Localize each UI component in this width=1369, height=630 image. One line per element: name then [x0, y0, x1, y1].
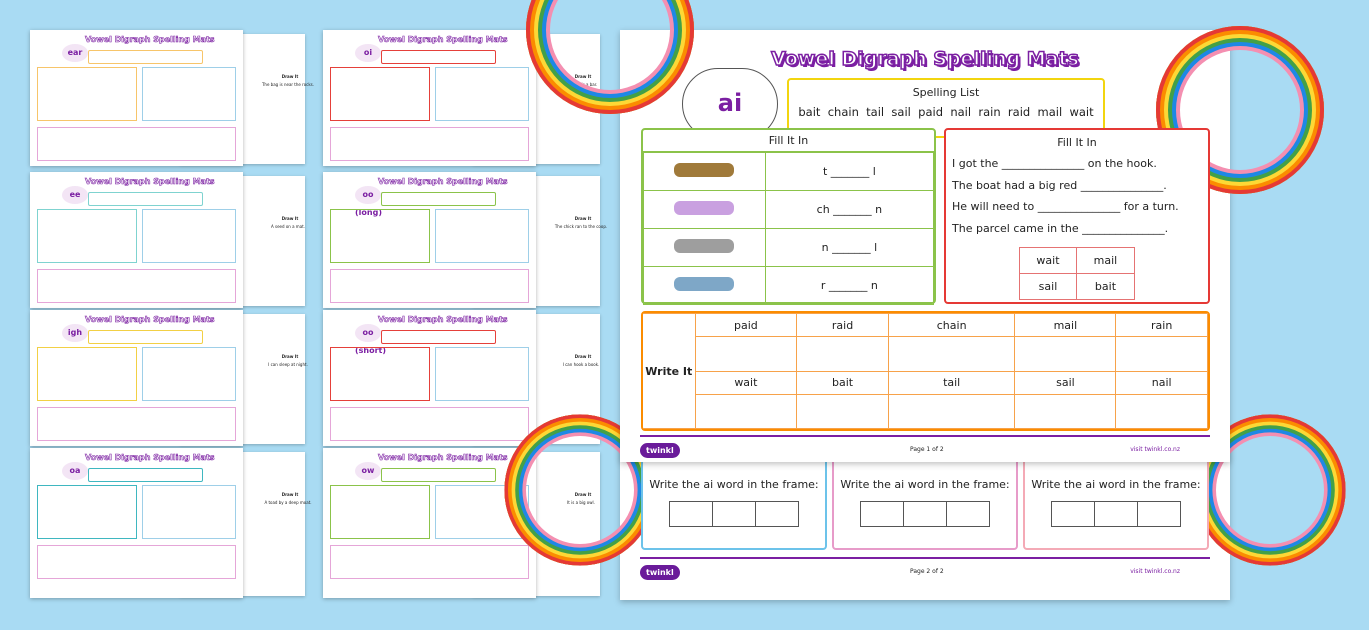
- digraph-label: ear: [62, 44, 88, 62]
- thumbnail-title: Vowel Digraph Spelling Mats: [378, 177, 508, 186]
- fill-it-in: [142, 209, 236, 263]
- write-it: [37, 269, 236, 303]
- write-word: tail: [888, 371, 1015, 394]
- draw-heading: Draw It: [574, 492, 592, 497]
- tail-picture-icon: [644, 153, 766, 191]
- fill-sentence[interactable]: I got the _______________ on the hook.: [952, 157, 1157, 170]
- write-word: mail: [1015, 314, 1116, 337]
- fill-heading: Fill It In: [1057, 136, 1097, 149]
- worksheet-page-1: [620, 30, 1230, 462]
- fill-row: [644, 191, 934, 229]
- write-cell[interactable]: [1116, 394, 1208, 429]
- thumbnail-title: Vowel Digraph Spelling Mats: [85, 315, 215, 324]
- fill-it-in-sentences: [944, 128, 1210, 304]
- fill-row: [644, 153, 934, 191]
- write-cell[interactable]: [797, 394, 889, 429]
- draw-heading: Draw It: [574, 354, 592, 359]
- footer: [640, 435, 1210, 459]
- write-word: chain: [888, 314, 1015, 337]
- draw-sentence: The chick ran to the coop.: [554, 224, 608, 229]
- thumbnail-title: Vowel Digraph Spelling Mats: [378, 315, 508, 324]
- word-bank-item: sail: [1020, 274, 1077, 300]
- spelling-list: [88, 50, 203, 64]
- worksheet-page-2: [620, 440, 1230, 600]
- spelling-list-heading: Spelling List: [912, 86, 980, 99]
- write-word: wait: [695, 371, 797, 394]
- letter-frame[interactable]: [860, 501, 990, 527]
- chain-picture-icon: [644, 191, 766, 229]
- letter-frame[interactable]: [1051, 501, 1181, 527]
- write-cell[interactable]: [888, 394, 1015, 429]
- thumbnail-page[interactable]: [323, 172, 536, 308]
- frame-box: [1023, 458, 1209, 550]
- draw-sentence: It is a big owl.: [567, 500, 595, 505]
- draw-sentence: I can sleep at night.: [268, 362, 308, 367]
- write-word: nail: [1116, 371, 1208, 394]
- write-it: [330, 127, 529, 161]
- digraph-label: oi: [355, 44, 381, 62]
- frame-prompt: Write the ai word in the frame:: [649, 478, 819, 491]
- spelling-list-words: bait chain tail sail paid nail rain raid mail wait: [798, 105, 1094, 119]
- footer: [640, 557, 1210, 581]
- twinkl-logo: twinkl: [640, 443, 680, 458]
- fill-sentence[interactable]: The parcel came in the _______________.: [952, 221, 1169, 235]
- write-it: [37, 127, 236, 161]
- write-it: [330, 269, 529, 303]
- fill-heading: Fill It In: [643, 130, 934, 152]
- spelling-list: [88, 192, 203, 206]
- word-bank-item: mail: [1076, 248, 1134, 274]
- fill-row: [644, 229, 934, 267]
- word-bank: [1019, 247, 1135, 300]
- fill-sentence[interactable]: The boat had a big red _______________.: [952, 178, 1167, 192]
- write-word: bait: [797, 371, 889, 394]
- spelling-list: [381, 50, 496, 64]
- nail-picture-icon: [644, 229, 766, 267]
- fill-row: [644, 267, 934, 305]
- write-cell[interactable]: [695, 337, 797, 372]
- digraph-label: oa: [62, 462, 88, 480]
- fill-it-in: [37, 485, 137, 539]
- thumbnail-title: Vowel Digraph Spelling Mats: [378, 453, 508, 462]
- digraph-label: ow: [355, 462, 381, 480]
- fill-it-in: [37, 67, 137, 121]
- fill-prompt[interactable]: ch _______ n: [765, 191, 933, 229]
- fill-it-in: [330, 485, 430, 539]
- draw-heading: Draw It: [281, 216, 299, 221]
- thumbnail-title: Vowel Digraph Spelling Mats: [85, 177, 215, 186]
- spelling-list: [88, 468, 203, 482]
- fill-it-in: [330, 347, 430, 401]
- digraph-label: igh: [62, 324, 88, 342]
- write-it-table: [641, 311, 1210, 431]
- letter-frame[interactable]: [669, 501, 799, 527]
- write-word: rain: [1116, 314, 1208, 337]
- frame-box: [641, 458, 827, 550]
- thumbnail-page[interactable]: [30, 448, 243, 598]
- draw-sentence: The bag is near the rocks.: [261, 82, 315, 87]
- draw-sentence: I can hook a book.: [562, 362, 600, 367]
- site-link[interactable]: visit twinkl.co.nz: [1130, 446, 1180, 453]
- write-cell[interactable]: [695, 394, 797, 429]
- page-number: Page 2 of 2: [910, 568, 944, 575]
- write-it-label: Write It: [643, 314, 695, 429]
- site-link[interactable]: visit twinkl.co.nz: [1130, 568, 1180, 575]
- draw-heading: Draw It: [574, 216, 592, 221]
- fill-it-in: [142, 485, 236, 539]
- fill-it-in: [37, 209, 137, 263]
- fill-prompt[interactable]: t _______ l: [765, 153, 933, 191]
- draw-sentence: This foil is a bar.: [564, 82, 598, 87]
- spelling-list: [88, 330, 203, 344]
- write-cell[interactable]: [1015, 394, 1116, 429]
- fill-prompt[interactable]: r _______ n: [765, 267, 933, 305]
- write-cell[interactable]: [1015, 337, 1116, 372]
- write-it: [37, 545, 236, 579]
- fill-it-in: [142, 67, 236, 121]
- digraph-label: oo (short): [355, 324, 381, 342]
- draw-sentence: A toad by a deep moat.: [264, 500, 312, 505]
- thumbnail-title: Vowel Digraph Spelling Mats: [85, 35, 215, 44]
- thumbnail-page[interactable]: [30, 172, 243, 308]
- write-it: [330, 545, 529, 579]
- fill-it-in-pictures: [641, 128, 936, 304]
- draw-heading: Draw It: [574, 74, 592, 79]
- digraph-label: ai: [717, 89, 743, 117]
- draw-heading: Draw It: [281, 492, 299, 497]
- frame-box: [832, 458, 1018, 550]
- frame-prompt: Write the ai word in the frame:: [840, 478, 1010, 491]
- fill-it-in: [330, 67, 430, 121]
- write-cell[interactable]: [797, 337, 889, 372]
- twinkl-logo: twinkl: [640, 565, 680, 580]
- word-bank-item: bait: [1076, 274, 1134, 300]
- rain-picture-icon: [644, 267, 766, 305]
- thumbnail-page[interactable]: [30, 310, 243, 446]
- write-word: sail: [1015, 371, 1116, 394]
- spelling-list: [381, 330, 496, 344]
- frame-prompt: Write the ai word in the frame:: [1031, 478, 1201, 491]
- write-cell[interactable]: [888, 337, 1015, 372]
- thumbnail-page[interactable]: [30, 30, 243, 166]
- spelling-list: [381, 192, 496, 206]
- fill-it-in: [330, 209, 430, 263]
- digraph-label: ee: [62, 186, 88, 204]
- page-number: Page 1 of 2: [910, 446, 944, 453]
- fill-prompt[interactable]: n _______ l: [765, 229, 933, 267]
- page-title: Vowel Digraph Spelling Mats: [771, 48, 1079, 70]
- draw-heading: Draw It: [281, 74, 299, 79]
- fill-sentence[interactable]: He will need to _______________ for a turn.: [952, 200, 1179, 213]
- fill-it-in: [142, 347, 236, 401]
- fill-it-in: [37, 347, 137, 401]
- draw-heading: Draw It: [281, 354, 299, 359]
- write-cell[interactable]: [1116, 337, 1208, 372]
- write-word: paid: [695, 314, 797, 337]
- spelling-list: [381, 468, 496, 482]
- draw-sentence: A seed on a mat.: [271, 224, 305, 229]
- fill-it-in: [435, 347, 529, 401]
- digraph-label: oo (long): [355, 186, 381, 204]
- thumbnail-title: Vowel Digraph Spelling Mats: [85, 453, 215, 462]
- thumbnail-title: Vowel Digraph Spelling Mats: [378, 35, 508, 44]
- word-bank-item: wait: [1020, 248, 1077, 274]
- fill-it-in: [435, 209, 529, 263]
- write-word: raid: [797, 314, 889, 337]
- write-it: [37, 407, 236, 441]
